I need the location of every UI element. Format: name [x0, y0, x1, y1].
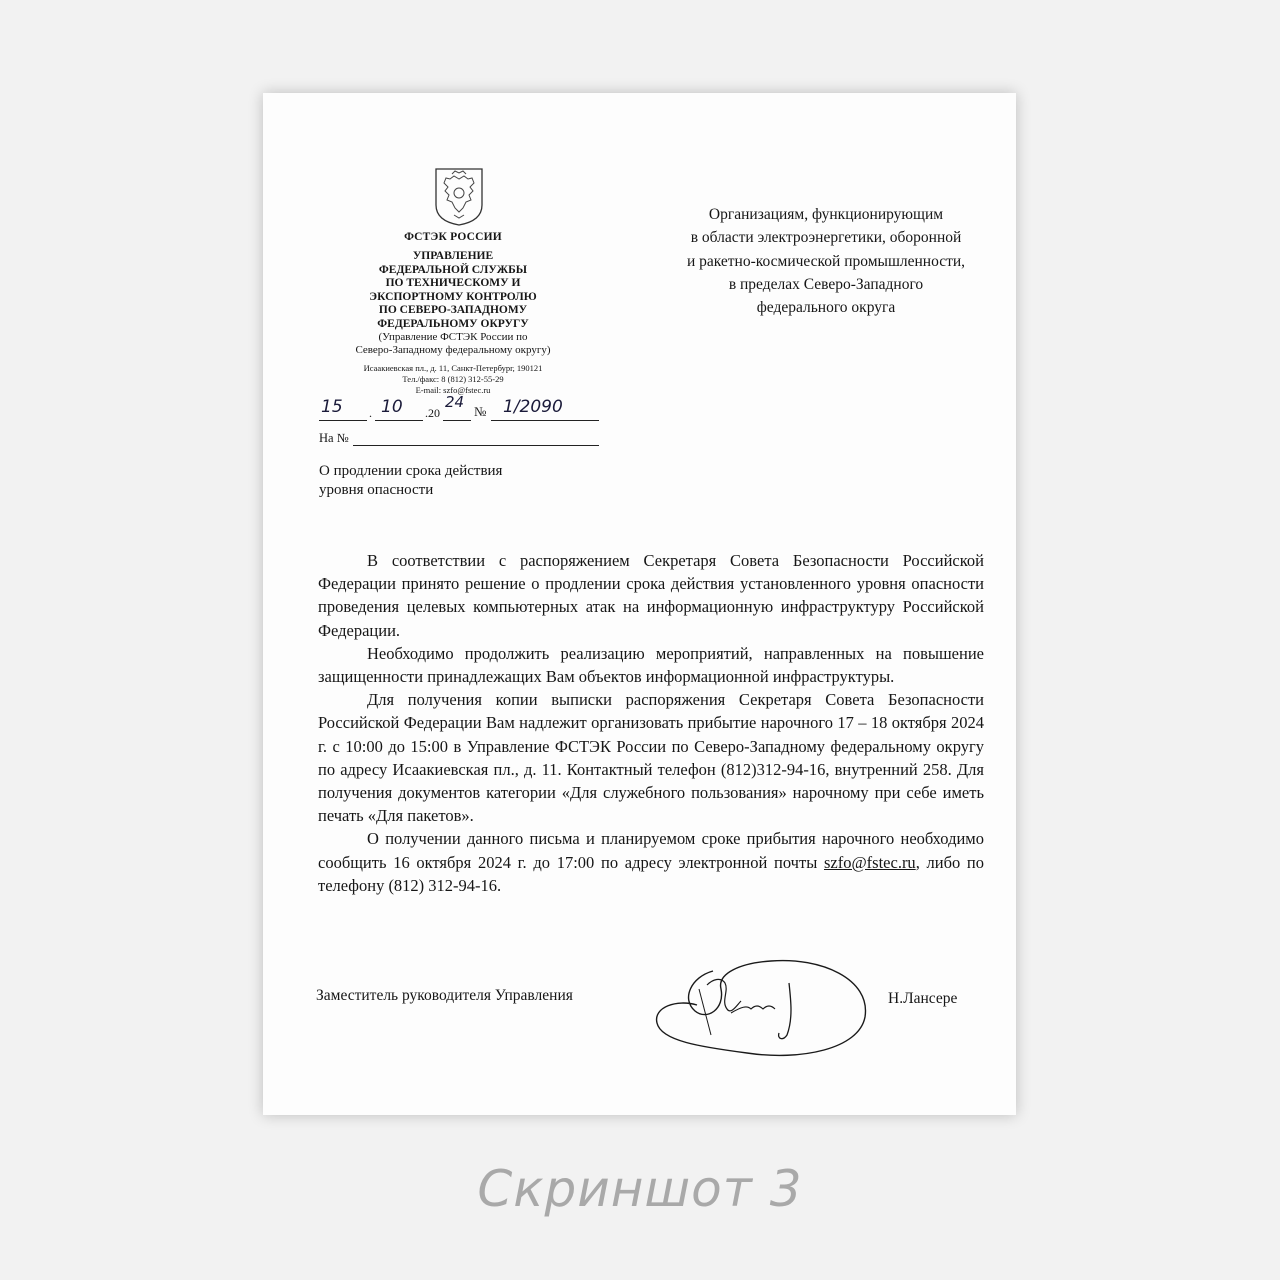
- month-line: [375, 420, 423, 421]
- reg-year-prefix: 20: [428, 406, 440, 420]
- letterhead-address-line: Исаакиевская пл., д. 11, Санкт-Петербург, 190121: [363, 363, 543, 373]
- body-text: О получении данного письма и планируемом сроке прибытия нарочного необходимо сообщить 16 октября 2024 г. до 17:00 по адресу электронной почты: [318, 829, 984, 872]
- coat-of-arms-icon: [430, 165, 488, 227]
- signatory-position: Заместитель руководителя Управления: [316, 987, 573, 1004]
- body-text: , либо по телефону (812) 312-94-16.: [318, 852, 984, 895]
- subject-line: уровня опасности: [319, 481, 434, 498]
- number-line: [491, 420, 599, 421]
- day-line: [319, 420, 367, 421]
- letterhead-short-line: Северо-Западному федеральному округу): [355, 344, 551, 356]
- letterhead-short-name: [303, 331, 603, 357]
- letterhead-title-line: ЭКСПОРТНОМУ КОНТРОЛЮ: [369, 290, 537, 303]
- letterhead-address-line: Тел./факс: 8 (812) 312-55-29: [402, 374, 504, 384]
- letterhead-title-line: ФЕДЕРАЛЬНОМУ ОКРУГУ: [377, 317, 529, 330]
- screenshot-caption: Скриншот 3: [477, 1160, 803, 1218]
- reg-dot: .: [369, 406, 372, 420]
- body-paragraph: Необходимо продолжить реализацию мероприятий, направленных на повышение защищенности принадлежащих Вам объектов информационной инфраструктуры.: [318, 643, 984, 687]
- email-link[interactable]: szfo@fstec.ru: [823, 852, 916, 872]
- letter-body: [318, 549, 984, 897]
- addressee-line: Организациям, функционирующим: [708, 206, 944, 223]
- letterhead-title-line: ФЕДЕРАЛЬНОЙ СЛУЖБЫ: [378, 263, 528, 276]
- body-paragraph: [318, 827, 984, 897]
- reg-dot: .: [425, 406, 428, 420]
- letterhead-title-line: УПРАВЛЕНИЕ: [412, 250, 494, 262]
- letterhead-email: E-mail: szfo@fstec.ru: [415, 385, 491, 395]
- reg-year-suffix: 24: [445, 393, 465, 411]
- addressee-line: в пределах Северо-Западного: [728, 275, 924, 293]
- signatory-name: Н.Лансере: [888, 990, 958, 1007]
- reply-label: На №: [319, 431, 349, 445]
- year-line: [443, 420, 471, 421]
- reg-number: 1/2090: [503, 397, 563, 417]
- reg-number-label: №: [474, 404, 487, 419]
- body-paragraph: В соответствии с распоряжением Секретаря Совета Безопасности Российской Федерации принято решение о продлении срока действия установленного уровня опасности проведения целевых компьютерных атак на информационную инфраструктуру Российской Федерации.: [318, 551, 984, 640]
- subject-line: О продлении срока действия: [319, 463, 503, 479]
- addressee: [646, 203, 1006, 319]
- addressee-line: в области электроэнергетики, оборонной: [690, 229, 962, 247]
- letterhead-title-line: ПО ТЕХНИЧЕСКОМУ И: [385, 277, 521, 289]
- letterhead-address: [303, 363, 603, 396]
- letterhead-title-line: ПО СЕВЕРО-ЗАПАДНОМУ: [378, 304, 528, 316]
- handwritten-signature: [651, 949, 881, 1069]
- reg-month: 10: [381, 397, 403, 417]
- reg-day: 15: [321, 397, 343, 417]
- body-paragraph: Для получения копии выписки распоряжения Секретаря Совета Безопасности Российской Федерации Вам надлежит организовать прибытие нарочного 17 – 18 октября 2024 г. с 10:00 до 15:00 в Управление ФСТЭК России по Северо-Западному федеральному округу по адресу Исаакиевская пл., д. 11. Контактный телефон (812)312-94-16, внутренний 258. Для получения документов категории «Для служебного пользования» нарочному при себе иметь печать «Для пакетов».: [318, 690, 984, 826]
- document-page: [263, 93, 1016, 1115]
- letterhead-title: [303, 250, 603, 331]
- addressee-line: и ракетно-космической промышленности,: [686, 252, 966, 270]
- reply-line: [353, 445, 599, 446]
- addressee-line: федерального округа: [756, 299, 896, 317]
- letterhead-org: ФСТЭК РОССИИ: [404, 231, 502, 243]
- letterhead-short-line: (Управление ФСТЭК России по: [378, 331, 528, 343]
- subject: [319, 462, 502, 499]
